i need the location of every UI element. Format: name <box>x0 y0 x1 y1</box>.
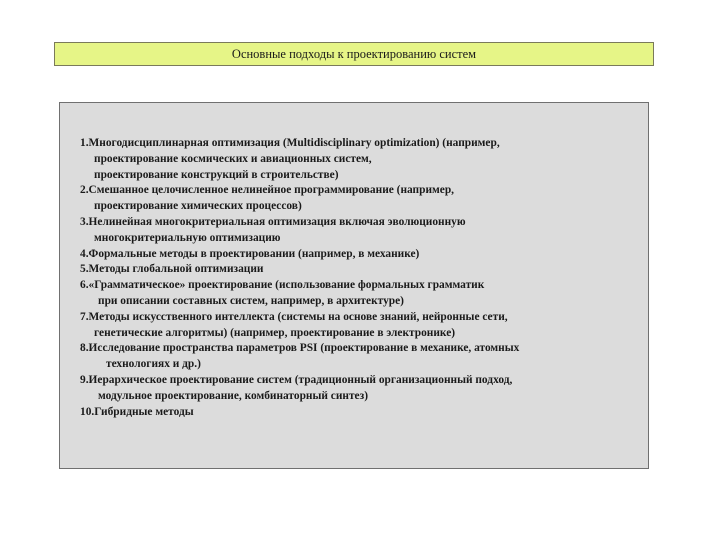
list-item-line: 9.Иерархическое проектирование систем (традиционный организационный подход, <box>80 373 513 386</box>
list-item <box>80 373 640 405</box>
approaches-list <box>80 136 640 420</box>
list-item-line: многокритериальную оптимизацию <box>94 231 281 244</box>
slide-title-box <box>54 42 654 66</box>
list-item <box>80 183 640 215</box>
list-item <box>80 247 640 263</box>
list-item-line: проектирование химических процессов) <box>94 200 302 213</box>
list-item-line: 1.Многодисциплинарная оптимизация (Multidisciplinary optimization) (например, <box>80 137 500 149</box>
list-item <box>80 405 640 421</box>
list-item-line: 6.«Грамматическое» проектирование (использование формальных грамматик <box>80 279 485 292</box>
list-item <box>80 310 640 342</box>
list-item-line: при описании составных систем, например, в архитектуре) <box>98 294 404 307</box>
list-item-line: проектирование конструкций в строительстве) <box>94 168 339 181</box>
list-item-line: 2.Смешанное целочисленное нелинейное программирование (например, <box>80 184 455 197</box>
list-item-line: технологиях и др.) <box>106 358 201 371</box>
list-item-line: 5.Методы глобальной оптимизации <box>80 263 264 276</box>
list-item-line: 10.Гибридные методы <box>80 405 194 418</box>
list-item <box>80 278 640 310</box>
list-item-line: модульное проектирование, комбинаторный синтез) <box>98 389 368 402</box>
list-item-line: 4.Формальные методы в проектировании (например, в механике) <box>80 247 420 260</box>
list-item-line: генетические алгоритмы) (например, проектирование в электронике) <box>94 326 456 339</box>
list-item-line: 8.Исследование пространства параметров PSI (проектирование в механике, атомных <box>80 342 520 355</box>
content-box <box>59 102 649 469</box>
list-item <box>80 215 640 247</box>
list-item-line: проектирование космических и авиационных систем, <box>94 152 372 165</box>
slide-title: Основные подходы к проектированию систем <box>231 46 477 61</box>
list-item-line: 7.Методы искусственного интеллекта (системы на основе знаний, нейронные сети, <box>80 310 508 323</box>
list-item <box>80 262 640 278</box>
list-item-line: 3.Нелинейная многокритериальная оптимизация включая эволюционную <box>80 215 466 228</box>
list-item <box>80 136 640 183</box>
list-item <box>80 341 640 373</box>
